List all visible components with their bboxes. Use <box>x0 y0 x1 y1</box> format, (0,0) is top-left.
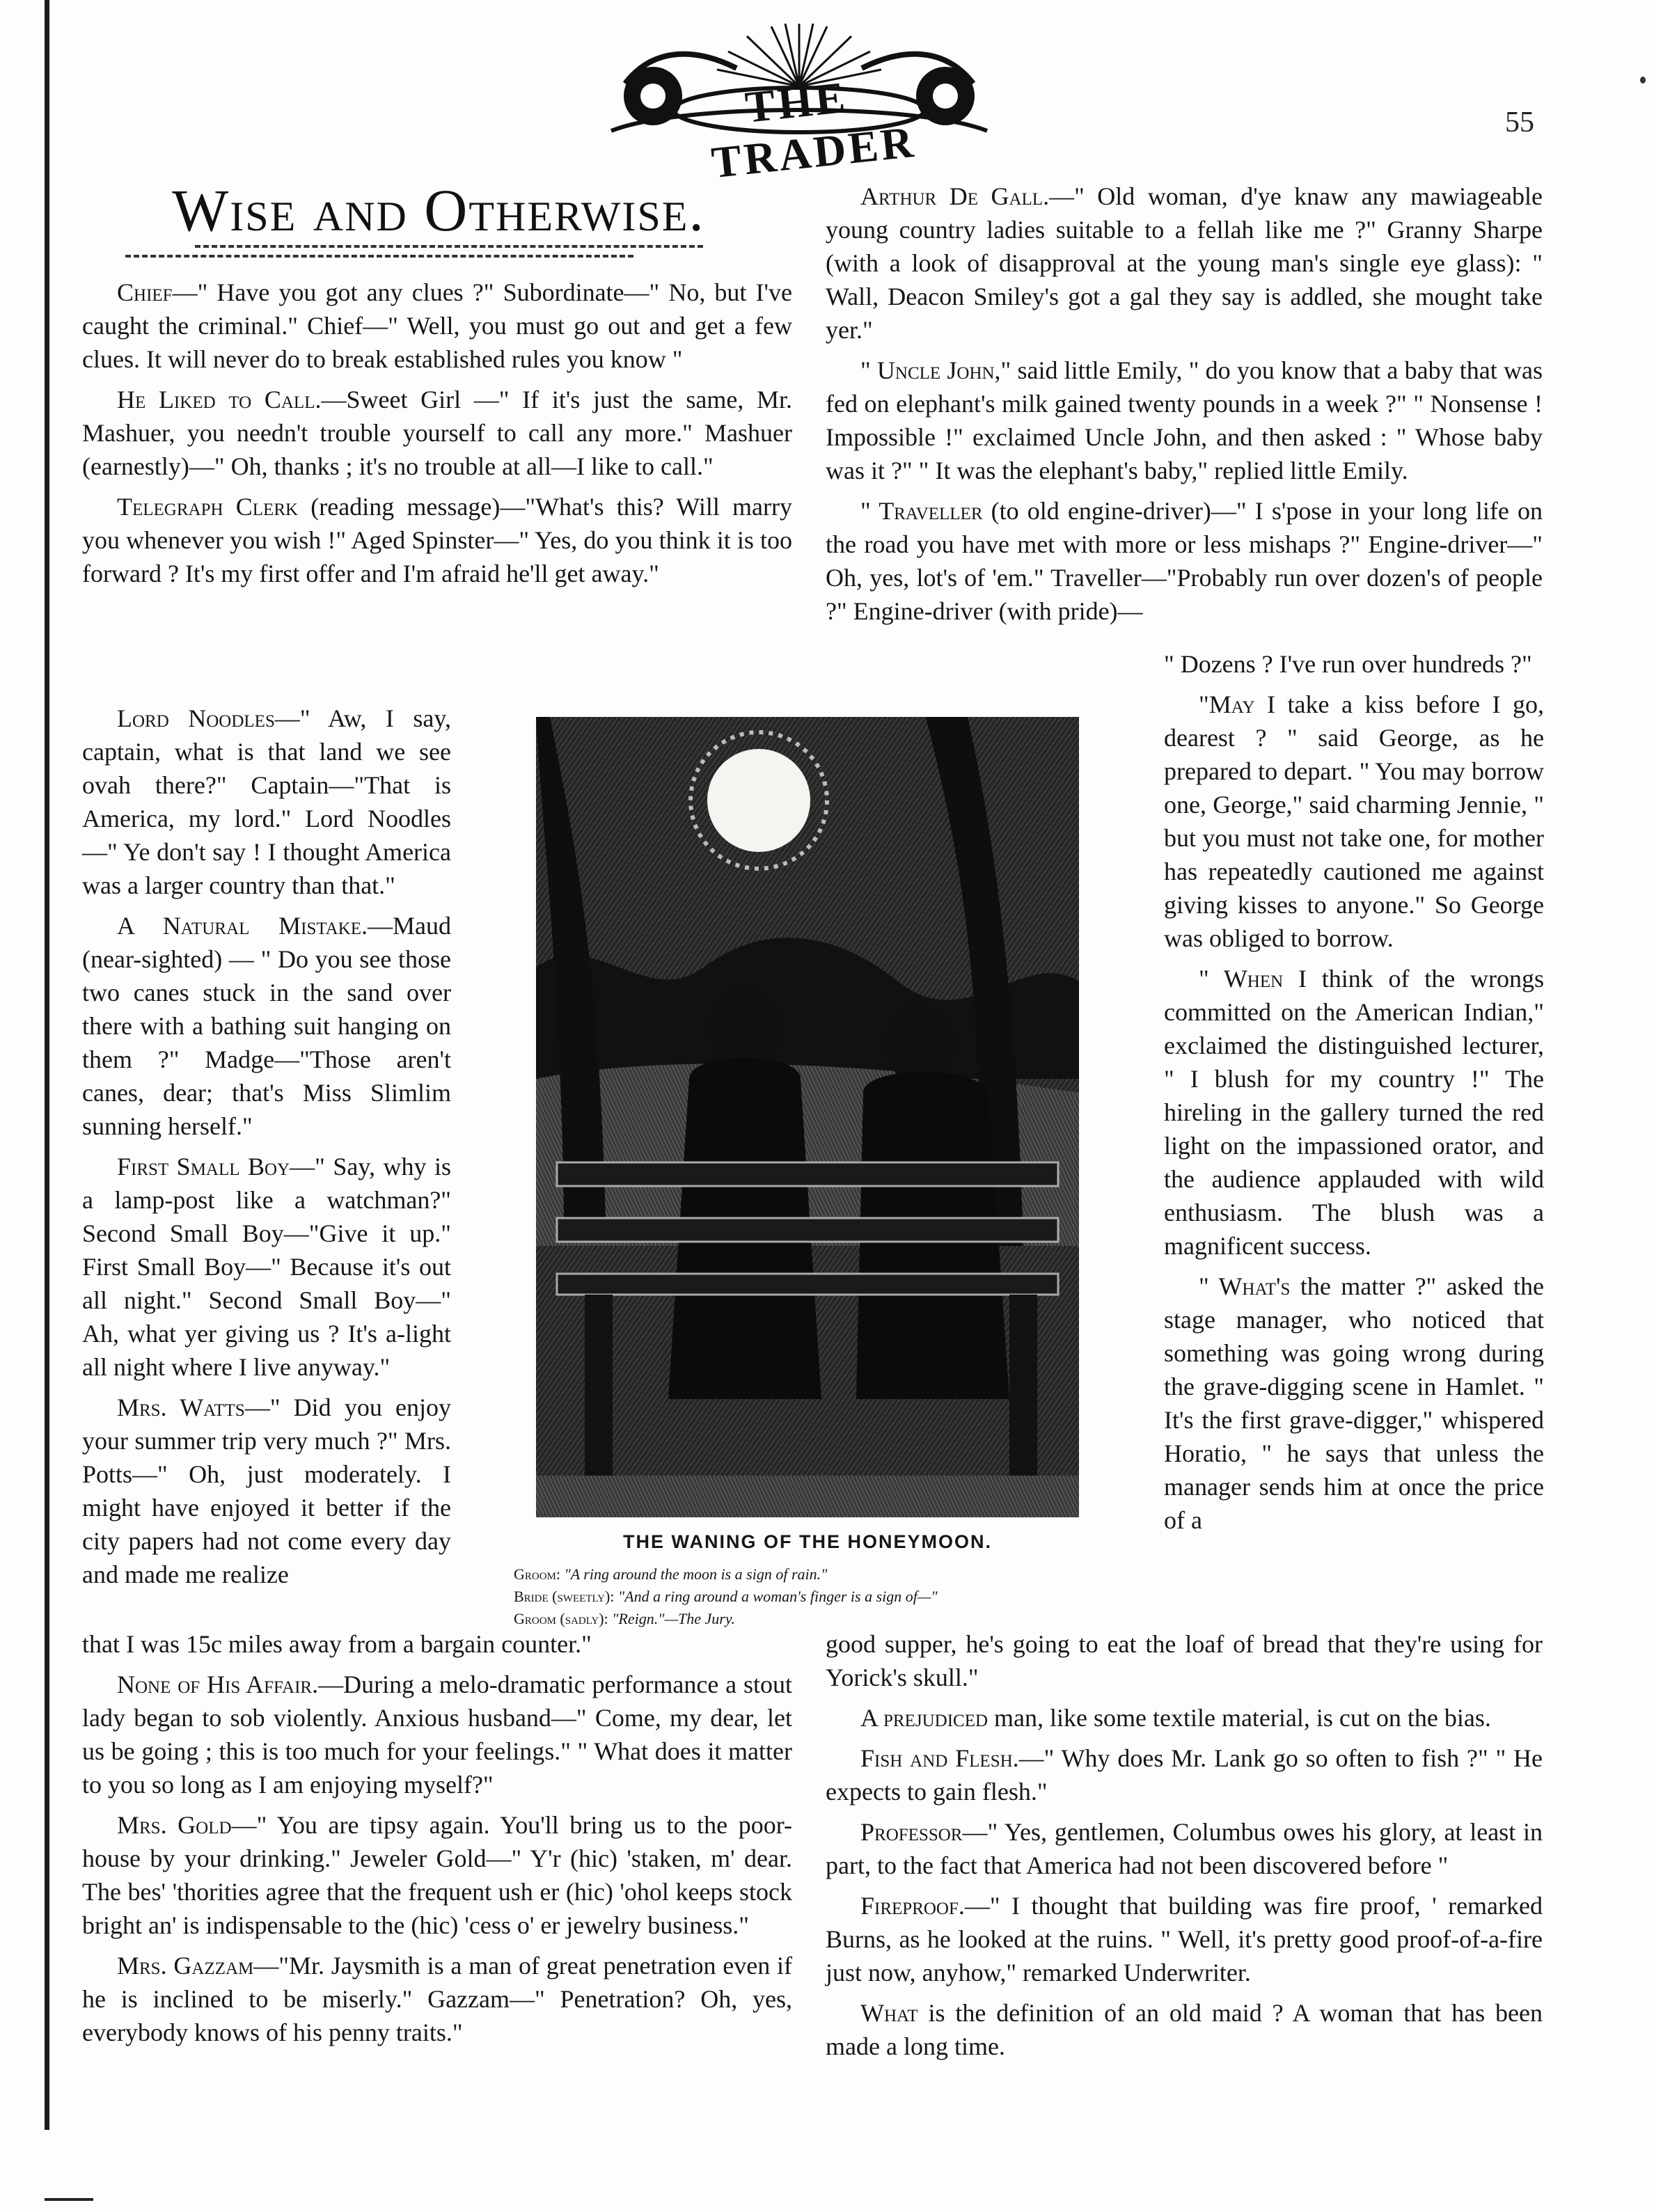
paragraph-text: is the definition of an old maid ? A woman that has been made a long time. <box>826 1999 1543 2060</box>
paragraph-lead: Mrs. Gazzam <box>117 1952 254 1980</box>
right-column-bottom <box>826 1627 1543 2070</box>
illustration-caption-lines <box>514 1563 1126 1630</box>
paragraph <box>1164 688 1544 955</box>
paragraph-text: said little Emily, " do you know that a baby that was fed on elephant's milk gained twenty pounds in a week ?" " Nonsense ! Impossible !" exclaimed Uncle John, and then asked : " Whose baby was it ?" " It was the elephant's baby," replied little Emily. <box>826 356 1543 484</box>
paragraph <box>82 1627 792 1661</box>
paragraph-text: —" Say, why is a lamp-post like a watchman?" Second Small Boy—"Give it up." First Small Boy—" Because it's out all night." Second Small Boy—" Ah, what yer giving us ? It's a-light all night where I live anyway." <box>82 1153 451 1381</box>
paragraph-lead: Mrs. Gold <box>117 1811 232 1839</box>
masthead-title: THE TRADER <box>709 72 918 188</box>
paragraph-lead: Arthur De Gall. <box>860 182 1050 210</box>
paragraph <box>82 1668 792 1801</box>
paragraph-lead: " Traveller <box>860 497 983 525</box>
paragraph-lead: " What's <box>1199 1272 1291 1300</box>
paragraph <box>82 702 451 902</box>
paragraph-lead: Mrs. Watts <box>117 1393 245 1421</box>
caption-speaker: Groom (sadly): <box>514 1610 613 1627</box>
paragraph-text: —" Have you got any clues ?" Subordinate—" No, but I've caught the criminal." Chief—" Well, you must go out and get a few clues. It will never do to break established rules you know " <box>82 278 792 373</box>
paragraph <box>826 1996 1543 2063</box>
paragraph <box>1164 962 1544 1263</box>
paragraph-lead: Fireproof. <box>860 1892 965 1920</box>
paragraph-text: —" Old woman, d'ye knaw any mawiageable young country ladies suitable to a fellah like me ?" Granny Sharpe (with a look of disapproval at the young man's single eye glass): " Wall, Deacon Smiley's got a gal they say is addled, she mought take yer." <box>826 182 1543 344</box>
paragraph <box>82 276 792 376</box>
left-column-bottom <box>82 1627 792 2056</box>
paragraph-lead: " Uncle John," <box>860 356 1011 384</box>
paragraph-text: good supper, he's going to eat the loaf of bread that they're using for Yorick's skull." <box>826 1630 1543 1691</box>
paragraph-text: (to old engine-driver)—" I s'pose in your long life on the road you have met with more or less mishaps ?" Engine-driver—" Oh, yes, lot's of 'em." Traveller—"Probably run over dozen's of people ?" Engine-driver (with pride)— <box>826 497 1543 625</box>
paragraph-lead: He Liked to Call. <box>117 386 322 413</box>
paragraph <box>1164 1270 1544 1537</box>
paragraph-text: " Dozens ? I've run over hundreds ?" <box>1164 650 1532 678</box>
paragraph <box>82 383 792 483</box>
masthead-ornament <box>597 19 1001 188</box>
paragraph-text: I take a kiss before I go, dearest ? " said George, as he prepared to depart. " You may borrow one, George," said charming Jennie, " but you must not take one, for mother has repeatedly cautioned me against giving kisses to anyone." So George was obliged to borrow. <box>1164 690 1544 952</box>
honeymoon-illustration <box>536 717 1079 1517</box>
paragraph <box>826 1701 1543 1735</box>
left-column-narrow <box>82 702 451 1598</box>
paragraph-text: —" Why does Mr. Lank go so often to fish ?" " He expects to gain flesh." <box>826 1744 1543 1806</box>
paragraph-lead: Chief <box>117 278 173 306</box>
paragraph-text: —" Aw, I say, captain, what is that land we see ovah there?" Captain—"That is America, my lord." Lord Noodles—" Ye don't say ! I thought America was a larger country than that." <box>82 704 451 899</box>
right-column-narrow <box>1164 647 1544 1544</box>
paragraph <box>826 180 1543 347</box>
paragraph-lead: Professor <box>860 1818 963 1846</box>
title-rule-upper <box>195 245 703 248</box>
paragraph-lead: "May <box>1199 690 1255 718</box>
paragraph-text: the matter ?" asked the stage manager, who noticed that something was going wrong during the grave-digging scene in Hamlet. " It's the first grave-digger," whispered Horatio, " he says that unless the manager sends him at once the price of a <box>1164 1272 1544 1534</box>
title-rule-lower <box>125 255 633 258</box>
paragraph-lead: None of His Affair. <box>117 1670 319 1698</box>
paragraph-lead: " When <box>1199 965 1284 993</box>
caption-quote: "And a ring around a woman's finger is a sign of—" <box>617 1588 938 1605</box>
paragraph-text: man, like some textile material, is cut on the bias. <box>988 1704 1491 1732</box>
paragraph <box>82 1808 792 1942</box>
paragraph <box>82 909 451 1143</box>
paragraph <box>826 1815 1543 1882</box>
paragraph-text: —During a melo-dramatic performance a stout lady began to sob violently. Anxious husband—" Come, my dear, let us be going ; this is too much for your feelings." " What does it matter to you so long as I am enjoying myself?" <box>82 1670 792 1799</box>
paragraph <box>1164 647 1544 681</box>
paragraph-text: —" I thought that building was fire proof, ' remarked Burns, as he looked at the ruins. " Well, it's pretty good proof-of-a-fire just now, anyhow," remarked Underwriter. <box>826 1892 1543 1986</box>
paragraph-lead: First Small Boy <box>117 1153 290 1180</box>
caption-line <box>514 1563 1126 1586</box>
footer-rule <box>45 2198 93 2201</box>
paragraph <box>826 494 1543 628</box>
paragraph <box>82 1150 451 1384</box>
paragraph <box>82 490 792 590</box>
paragraph-lead: A Natural Mistake. <box>117 912 368 940</box>
paragraph <box>826 1741 1543 1808</box>
binding-rule <box>45 0 49 2130</box>
right-column-top <box>826 180 1543 635</box>
paragraph-text: —" Did you enjoy your summer trip very much ?" Mrs. Potts—" Oh, just moderately. I might have enjoyed it better if the city papers had not come every day and made me realize <box>82 1393 451 1588</box>
paragraph-lead: A prejudiced <box>860 1704 989 1732</box>
caption-line <box>514 1608 1126 1630</box>
paragraph-text: —"Mr. Jaysmith is a man of great penetration even if he is inclined to be miserly." Gazzam—" Penetration? Oh, yes, everybody knows of his penny traits." <box>82 1952 793 2046</box>
paragraph-text: that I was 15c miles away from a bargain counter." <box>82 1630 592 1658</box>
paragraph-text: —" Yes, gentlemen, Columbus owes his glory, at least in part, to the fact that America had not been discovered before " <box>826 1818 1543 1879</box>
paragraph-text: I think of the wrongs committed on the American Indian," exclaimed the distinguished lecturer, " I blush for my country !" The hireling in the gallery turned the red light on the impassioned orator, and the audience applauded with wild enthusiasm. The blush was a magnificent success. <box>1164 965 1544 1260</box>
page-number: 55 <box>1505 106 1534 139</box>
paragraph-lead: Fish and Flesh. <box>860 1744 1019 1772</box>
paragraph-text: —" You are tipsy again. You'll bring us to the poor-house by your drinking." Jeweler Gold—" Y'r (hic) 'staken, m' dear. The bes' 'thorities agree that the frequent ush er (hic) 'ohol keeps stock bright an' is indispensable to the (hic) 'cess o' er jewelry business." <box>82 1811 792 1939</box>
caption-speaker: Bride (sweetly): <box>514 1588 618 1605</box>
caption-line <box>514 1586 1126 1608</box>
caption-quote: "Reign."—The Jury. <box>612 1610 735 1627</box>
moonlit-bench-engraving <box>536 717 1079 1517</box>
page-edge-mark <box>1640 77 1646 84</box>
page-title: Wise and Otherwise. <box>172 177 705 244</box>
caption-quote: "A ring around the moon is a sign of rain." <box>564 1565 828 1583</box>
illustration-caption-title: THE WANING OF THE HONEYMOON. <box>622 1531 992 1552</box>
paragraph <box>826 1627 1543 1694</box>
left-column-top <box>82 276 792 597</box>
paragraph-text: (reading message)—"What's this? Will marry you whenever you wish !" Aged Spinster—" Yes, do you think it is too forward ? It's my first offer and I'm afraid he'll get away." <box>82 493 793 587</box>
paragraph <box>82 1391 451 1591</box>
paragraph-lead: Lord Noodles <box>117 704 275 732</box>
paragraph <box>826 354 1543 487</box>
paragraph-lead: What <box>860 1999 918 2027</box>
paragraph-text: —Maud (near-sighted) — " Do you see those two canes stuck in the sand over there with a bathing suit hanging on them ?" Madge—"Those aren't canes, dear; that's Miss Slimlim sunning herself." <box>82 912 451 1140</box>
paragraph-text: —Sweet Girl —" If it's just the same, Mr. Mashuer, you needn't trouble yourself to call any more." Mashuer (earnestly)—" Oh, thanks ; it's no trouble at all—I like to call." <box>82 386 792 480</box>
paragraph <box>82 1949 792 2049</box>
paragraph-lead: Telegraph Clerk <box>117 493 299 521</box>
paragraph <box>826 1889 1543 1989</box>
caption-speaker: Groom: <box>514 1565 565 1583</box>
